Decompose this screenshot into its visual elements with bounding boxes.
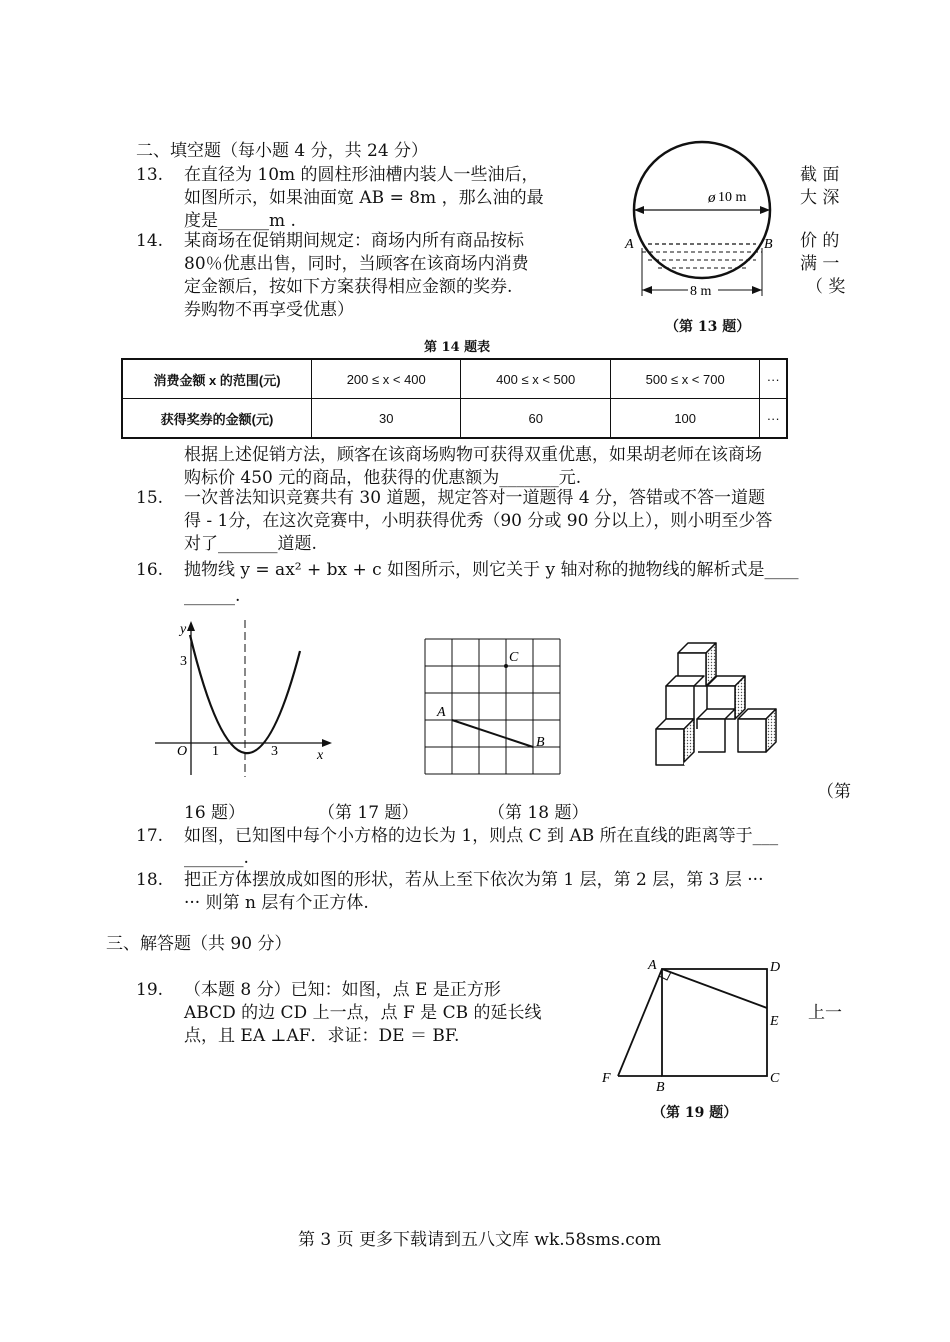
- q16-line-1: 抛物线 y = ax² + bx + c 如图所示，则它关于 y 轴对称的抛物线的解析式是____: [184, 560, 799, 580]
- fig16-y-intercept-label: 3: [180, 654, 187, 669]
- q18-number: 18.: [136, 870, 164, 890]
- q13-right-2: 大 深: [800, 188, 840, 208]
- svg-text:ø: ø: [708, 190, 716, 206]
- q17-number: 17.: [136, 826, 164, 846]
- fig17-point-a: A: [437, 705, 446, 720]
- q13-right-1: 截 面: [800, 165, 840, 185]
- fig17-grid-diagram: [420, 634, 590, 784]
- fig19-point-b: B: [656, 1080, 665, 1095]
- q13-line-2: 如图所示，如果油面宽 AB = 8m ，那么油的最: [184, 188, 544, 208]
- fig16-caption: 16 题）: [184, 803, 246, 823]
- q15-number: 15.: [136, 488, 164, 508]
- fig19-point-d: D: [770, 960, 781, 975]
- q14-line-2: 80％优惠出售，同时，当顾客在该商场内消费: [184, 254, 529, 274]
- q14-number: 14.: [136, 231, 164, 251]
- table-cell: ···: [760, 399, 787, 439]
- q14-line-4: 券购物不再享受优惠）: [184, 300, 354, 320]
- table-cell: 60: [461, 399, 610, 439]
- q18-line-2: ··· 则第 n 层有个正方体.: [184, 893, 369, 913]
- q14-table-title: 第 14 题表: [424, 340, 491, 355]
- fig19-caption: （第 19 题）: [652, 1105, 738, 1121]
- table-cell: 400 ≤ x < 500: [461, 359, 610, 399]
- q16-line-2: ______.: [184, 586, 241, 606]
- fig18-caption: （第 18 题）: [488, 803, 589, 823]
- fig16-root-3-label: 3: [271, 744, 278, 759]
- q14-table: [121, 358, 788, 439]
- table-cell: 100: [610, 399, 759, 439]
- fig16-y-label: y: [180, 622, 187, 637]
- table-cell: 500 ≤ x < 700: [610, 359, 759, 399]
- q17-line-1: 如图，已知图中每个小方格的边长为 1，则点 C 到 AB 所在直线的距离等于___: [184, 826, 779, 846]
- fig19-point-f: F: [602, 1071, 611, 1086]
- fig19-point-c: C: [770, 1071, 780, 1086]
- q16-number: 16.: [136, 560, 164, 580]
- fig18-stacked-cubes: [650, 640, 785, 775]
- fig16-caption-lead: （第: [817, 782, 851, 802]
- q13-line-1: 在直径为 10m 的圆柱形油槽内装人一些油后，: [184, 165, 539, 185]
- fig13-width-label: 8 m: [690, 284, 712, 299]
- q18-line-1: 把正方体摆放成如图的形状，若从上至下依次为第 1 层，第 2 层，第 3 层 ···: [184, 870, 764, 890]
- table-cell: 30: [312, 399, 461, 439]
- section-heading-fill-in: 二、填空题（每小题 4 分，共 24 分）: [136, 141, 429, 161]
- fig13-caption: （第 13 题）: [665, 319, 751, 335]
- fig19-point-e: E: [770, 1014, 779, 1029]
- q17-line-2: _______.: [184, 848, 249, 868]
- table-cell: 200 ≤ x < 400: [312, 359, 461, 399]
- table-row-header: 消费金额 x 的范围(元): [122, 359, 312, 399]
- table-cell: ···: [760, 359, 787, 399]
- table-row: [122, 399, 787, 439]
- q14-right-3: （ 奖: [806, 277, 846, 297]
- q13-number: 13.: [136, 165, 164, 185]
- q15-line-2: 得 - 1分，在这次竞赛中，小明获得优秀（90 分或 90 分以上），则小明至少答: [184, 511, 773, 531]
- table-row-header: 获得奖券的金额(元): [122, 399, 312, 439]
- page-footer: 第 3 页 更多下载请到五八文库 wk.58sms.com: [298, 1230, 662, 1250]
- q19-line-2: ABCD 的边 CD 上一点，点 F 是 CB 的延长线: [184, 1003, 542, 1023]
- fig19-point-a: A: [648, 958, 657, 973]
- q15-line-3: 对了_______道题.: [184, 534, 317, 554]
- fig16-x-label: x: [317, 748, 324, 763]
- fig13-diameter-label: 10 m: [718, 190, 747, 205]
- fig17-point-c: C: [509, 650, 519, 665]
- fig13-tank-diagram: [620, 138, 790, 306]
- table-row: [122, 359, 787, 399]
- q14-line-3: 定金额后，按如下方案获得相应金额的奖券.: [184, 277, 513, 297]
- fig16-origin-label: O: [177, 744, 188, 759]
- fig13-label-b: B: [764, 237, 773, 252]
- q19-line-1: （本题 8 分）已知：如图，点 E 是正方形: [184, 980, 501, 1000]
- q14-right-1: 价 的: [800, 231, 840, 251]
- q19-number: 19.: [136, 980, 164, 1000]
- fig17-point-b: B: [536, 735, 545, 750]
- q14-line-1: 某商场在促销期间规定：商场内所有商品按标: [184, 231, 524, 251]
- q13-line-3: 度是______m .: [184, 211, 296, 231]
- fig13-label-a: A: [625, 237, 634, 252]
- fig17-caption: （第 17 题）: [318, 803, 419, 823]
- q19-line-3: 点，且 EA ⊥AF．求证：DE ＝ BF.: [184, 1026, 460, 1046]
- fig16-parabola-graph: [150, 615, 340, 785]
- fig19-square-diagram: [596, 955, 796, 1095]
- q15-line-1: 一次普法知识竞赛共有 30 道题，规定答对一道题得 4 分，答错或不答一道题: [184, 488, 766, 508]
- fig16-root-1-label: 1: [212, 744, 219, 759]
- q14-after-line-2: 购标价 450 元的商品，他获得的优惠额为_______元.: [184, 468, 582, 488]
- q19-right-text: 上一: [808, 1003, 842, 1023]
- section-heading-answer: 三、解答题（共 90 分）: [106, 934, 292, 954]
- q14-after-line-1: 根据上述促销方法，顾客在该商场购物可获得双重优惠，如果胡老师在该商场: [184, 445, 762, 465]
- q14-right-2: 满 一: [800, 254, 840, 274]
